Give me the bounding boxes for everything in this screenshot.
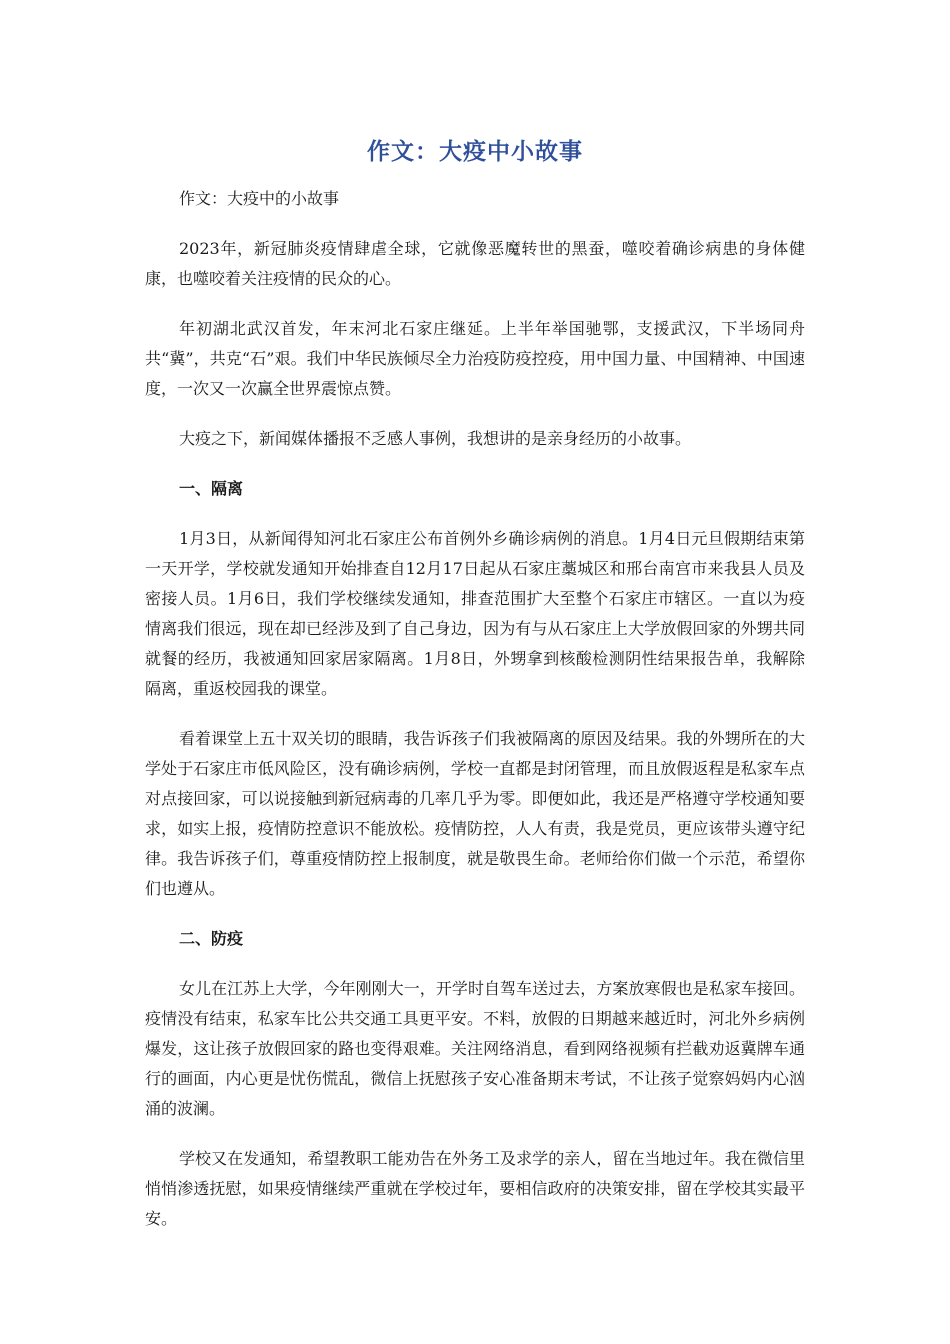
section-paragraph: 看着课堂上五十双关切的眼睛，我告诉孩子们我被隔离的原因及结果。我的外甥所在的大学处于石家庄市低风险区，没有确诊病例，学校一直都是封闭管理，而且放假返程是私家车点对点接回家，可以说接触到新冠病毒的几率几乎为零。即便如此，我还是严格遵守学校通知要求，如实上报，疫情防控意识不能放松。疫情防控，人人有责，我是党员，更应该带头遵守纪律。我告诉孩子们，尊重疫情防控上报制度，就是敬畏生命。老师给你们做一个示范，希望你们也遵从。 [145,729,805,898]
document-body [145,184,805,1254]
section-paragraph: 女儿在江苏上大学，今年刚刚大一，开学时自驾车送过去，方案放寒假也是私家车接回。疫情没有结束，私家车比公共交通工具更平安。不料，放假的日期越来越近时，河北外乡病例爆发，这让孩子放假回家的路也变得艰难。关注网络消息，看到网络视频有拦截劝返冀牌车通行的画面，内心更是忧伤慌乱，微信上抚慰孩子安心准备期末考试，不让孩子觉察妈妈内心汹涌的波澜。 [145,979,805,1118]
intro-paragraph: 2023年，新冠肺炎疫情肆虐全球，它就像恶魔转世的黑蚕，噬咬着确诊病患的身体健康，也噬咬着关注疫情的民众的心。 [145,239,805,288]
section-paragraph: 1月3日，从新闻得知河北石家庄公布首例外乡确诊病例的消息。1月4日元旦假期结束第一天开学，学校就发通知开始排查自12月17日起从石家庄藁城区和邢台南宫市来我县人员及密接人员。1月6日，我们学校继续发通知，排查范围扩大至整个石家庄市辖区。一直以为疫情离我们很远，现在却已经涉及到了自己身边，因为有与从石家庄上大学放假回家的外甥共同就餐的经历，我被通知回家居家隔离。1月8日，外甥拿到核酸检测阴性结果报告单，我解除隔离，重返校园我的课堂。 [145,529,805,698]
document-subtitle: 作文：大疫中的小故事 [179,189,340,208]
intro-paragraph: 年初湖北武汉首发，年末河北石家庄继延。上半年举国驰鄂，支援武汉，下半场同舟共“冀”，共克“石”艰。我们中华民族倾尽全力治疫防疫控疫，用中国力量、中国精神、中国速度，一次又一次赢全世界震惊点赞。 [145,319,805,398]
section-heading-isolation: 一、隔离 [179,479,244,498]
section-heading-epidemic-prevention: 二、防疫 [179,929,244,948]
page-title: 作文：大疫中小故事 [367,139,583,165]
intro-paragraph: 大疫之下，新闻媒体播报不乏感人事例，我想讲的是亲身经历的小故事。 [179,429,692,448]
section-paragraph: 学校又在发通知，希望教职工能劝告在外务工及求学的亲人，留在当地过年。我在微信里悄悄渗透抚慰，如果疫情继续严重就在学校过年，要相信政府的决策安排，留在学校其实最平安。 [145,1149,805,1228]
